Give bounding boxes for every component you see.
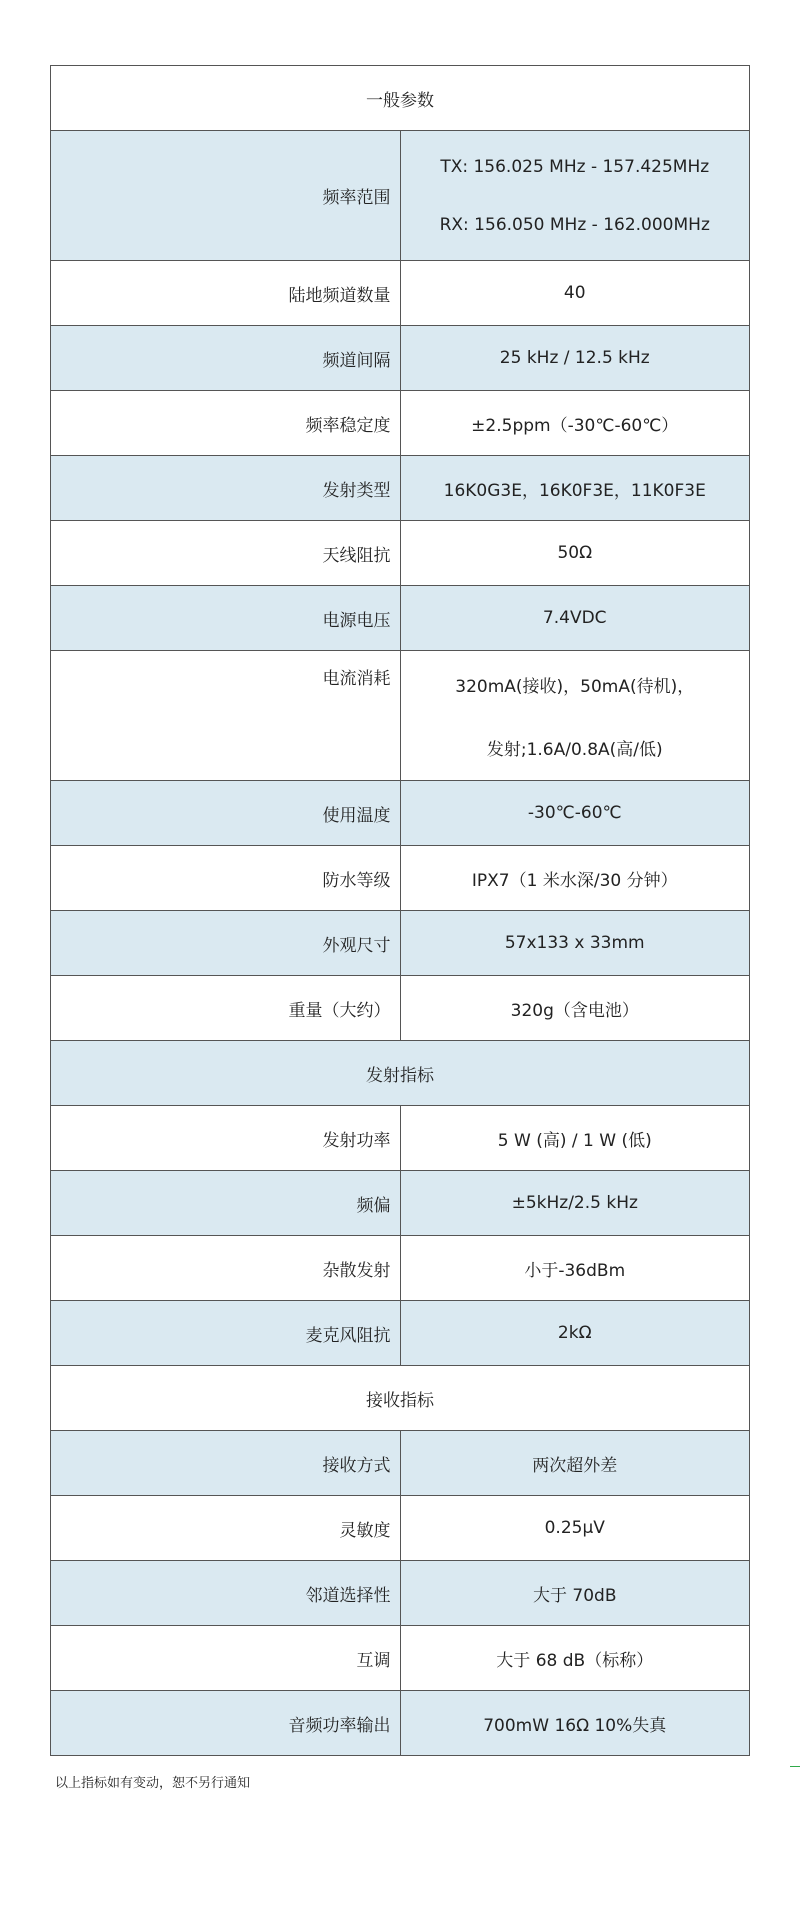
deviation-value: ±5kHz/2.5 kHz	[400, 1171, 750, 1236]
mic-impedance-label: 麦克风阻抗	[51, 1301, 401, 1366]
dimensions-value: 57x133 x 33mm	[400, 911, 750, 976]
section-transmit-title: 发射指标	[51, 1041, 750, 1106]
deviation-label: 频偏	[51, 1171, 401, 1236]
table-row	[51, 651, 750, 781]
intermod-label: 互调	[51, 1626, 401, 1691]
tx-power-value: 5 W (高) / 1 W (低)	[400, 1106, 750, 1171]
current-value	[400, 651, 750, 781]
table-row	[51, 781, 750, 846]
freq-range-value	[400, 131, 750, 261]
edge-mark	[790, 1766, 800, 1767]
intermod-value: 大于 68 dB（标称）	[400, 1626, 750, 1691]
waterproof-value: IPX7（1 米水深/30 分钟）	[400, 846, 750, 911]
section-general-row	[51, 66, 750, 131]
table-row	[51, 846, 750, 911]
audio-value: 700mW 16Ω 10%失真	[400, 1691, 750, 1756]
freq-range-label: 频率范围	[51, 131, 401, 261]
impedance-value: 50Ω	[400, 521, 750, 586]
channels-value: 40	[400, 261, 750, 326]
table-row	[51, 1626, 750, 1691]
table-row	[51, 1691, 750, 1756]
impedance-label: 天线阻抗	[51, 521, 401, 586]
spec-table	[50, 65, 750, 1756]
mic-impedance-value: 2kΩ	[400, 1301, 750, 1366]
dimensions-label: 外观尺寸	[51, 911, 401, 976]
tx-power-label: 发射功率	[51, 1106, 401, 1171]
voltage-value: 7.4VDC	[400, 586, 750, 651]
table-row	[51, 1236, 750, 1301]
table-row	[51, 391, 750, 456]
table-row	[51, 1561, 750, 1626]
temp-value: -30℃-60℃	[400, 781, 750, 846]
table-row	[51, 911, 750, 976]
section-receive-title: 接收指标	[51, 1366, 750, 1431]
freq-range-rx: RX: 156.050 MHz - 162.000MHz	[439, 214, 710, 235]
section-transmit-row	[51, 1041, 750, 1106]
adjacent-value: 大于 70dB	[400, 1561, 750, 1626]
spurious-value: 小于-36dBm	[400, 1236, 750, 1301]
emission-value: 16K0G3E，16K0F3E，11K0F3E	[400, 456, 750, 521]
stability-value: ±2.5ppm（-30℃-60℃）	[400, 391, 750, 456]
footnote: 以上指标如有变动，恕不另行通知	[55, 1776, 251, 1791]
weight-value: 320g（含电池）	[400, 976, 750, 1041]
spacing-value: 25 kHz / 12.5 kHz	[400, 326, 750, 391]
emission-label: 发射类型	[51, 456, 401, 521]
voltage-label: 电源电压	[51, 586, 401, 651]
channels-label: 陆地频道数量	[51, 261, 401, 326]
current-label: 电流消耗	[51, 651, 401, 781]
table-row	[51, 261, 750, 326]
temp-label: 使用温度	[51, 781, 401, 846]
rx-method-label: 接收方式	[51, 1431, 401, 1496]
waterproof-label: 防水等级	[51, 846, 401, 911]
spurious-label: 杂散发射	[51, 1236, 401, 1301]
table-row	[51, 976, 750, 1041]
adjacent-label: 邻道选择性	[51, 1561, 401, 1626]
sensitivity-value: 0.25μV	[400, 1496, 750, 1561]
weight-label: 重量（大约）	[51, 976, 401, 1041]
sensitivity-label: 灵敏度	[51, 1496, 401, 1561]
current-value-line1: 320mA(接收)，50mA(待机)，	[455, 676, 695, 697]
audio-label: 音频功率输出	[51, 1691, 401, 1756]
freq-range-tx: TX: 156.025 MHz - 157.425MHz	[440, 156, 710, 177]
section-general-title: 一般参数	[51, 66, 750, 131]
table-row	[51, 326, 750, 391]
table-row	[51, 1431, 750, 1496]
table-row	[51, 456, 750, 521]
table-row	[51, 131, 750, 261]
section-receive-row	[51, 1366, 750, 1431]
current-value-line2: 发射;1.6A/0.8A(高/低)	[486, 739, 663, 760]
table-row	[51, 1301, 750, 1366]
rx-method-value: 两次超外差	[400, 1431, 750, 1496]
table-row	[51, 1496, 750, 1561]
table-row	[51, 521, 750, 586]
table-row	[51, 1171, 750, 1236]
spacing-label: 频道间隔	[51, 326, 401, 391]
table-row	[51, 586, 750, 651]
table-row	[51, 1106, 750, 1171]
stability-label: 频率稳定度	[51, 391, 401, 456]
